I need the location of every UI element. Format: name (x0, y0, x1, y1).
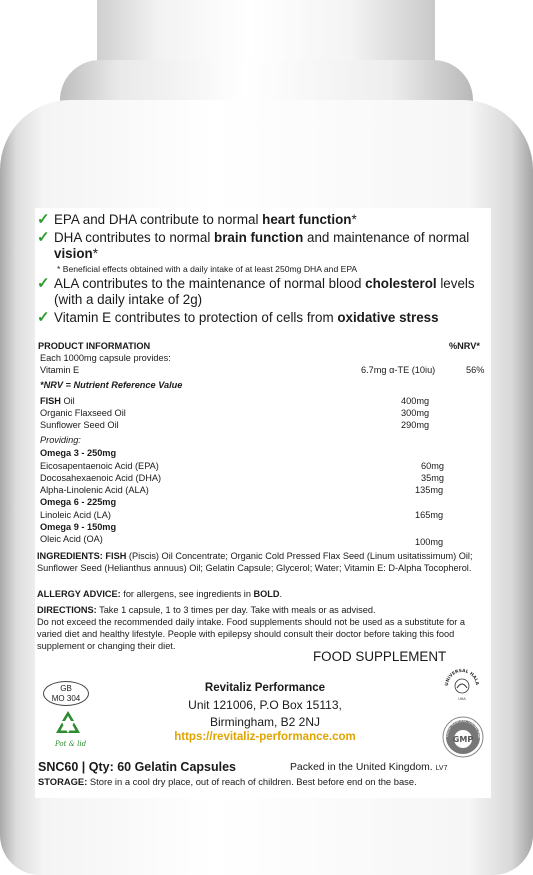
halal-badge-icon (442, 664, 482, 704)
food-supplement-label: FOOD SUPPLEMENT (313, 649, 447, 664)
allergy-advice: ALLERGY ADVICE: for allergens, see ingredients in BOLD. (37, 589, 283, 599)
check-icon: ✓ (37, 275, 50, 292)
oil-amount: 400mg (401, 396, 430, 406)
company-name: Revitaliz Performance (204, 682, 326, 694)
check-icon: ✓ (37, 229, 50, 246)
vitamin-e-nrv: 56% (466, 365, 485, 375)
fatty-acid-row: Docosahexaenoic Acid (DHA) (40, 473, 162, 483)
capsule-provides: Each 1000mg capsule provides: (40, 353, 171, 363)
vitamin-e-label: Vitamin E (40, 365, 80, 375)
oil-row: Organic Flaxseed Oil (40, 408, 126, 418)
providing-label: Providing: (40, 435, 81, 445)
pot-lid-label: Pot & lid (55, 740, 87, 748)
omega6-heading: Omega 6 - 225mg (40, 497, 117, 507)
svg-text:UHA: UHA (458, 697, 466, 701)
fatty-acid-row: Alpha-Linolenic Acid (ALA) (40, 485, 149, 495)
recycle-icon (53, 709, 83, 739)
gb-approval-oval: GB MO 304 (43, 681, 89, 706)
health-claims (37, 212, 487, 328)
address-line-1: Unit 121006, P.O Box 15113, (188, 698, 342, 712)
fatty-acid-row: Eicosapentaenoic Acid (EPA) (40, 461, 159, 471)
fatty-acid-row: Linoleic Acid (LA) (40, 510, 111, 520)
storage-info: STORAGE: Store in a cool dry place, out of reach of children. Best before end on the base. (38, 776, 417, 787)
claim-cholesterol: ✓ ALA contributes to the maintenance of normal blood cholesterol levels (with a daily intake of 2g) (37, 275, 475, 307)
gmp-badge-icon (441, 715, 485, 759)
directions-warning: Do not exceed the recommended daily intake. Food supplements should not be used as a substitute for a varied diet and healthy lifestyle. People with epilepsy should consult their doctor before taking this food supplement or changing their diet. (37, 617, 465, 651)
fatty-acid-row: Oleic Acid (OA) (40, 534, 103, 544)
oil-amount: 290mg (401, 420, 430, 430)
address-line-2: Birmingham, B2 2NJ (209, 715, 321, 729)
check-icon: ✓ (37, 211, 50, 228)
nrv-header: %NRV* (449, 341, 480, 351)
website-link[interactable]: https://revitaliz-performance.com (174, 731, 356, 743)
nrv-note: *NRV = Nutrient Reference Value (40, 380, 183, 390)
claim-heart: ✓ EPA and DHA contribute to normal heart function* (37, 211, 357, 228)
oil-row: Sunflower Seed Oil (40, 420, 119, 430)
vitamin-e-amount: 6.7mg α-TE (10iu) (361, 365, 436, 375)
claim-brain: ✓ DHA contributes to normal brain function and maintenance of normal vision* (37, 229, 470, 261)
product-info-title: PRODUCT INFORMATION (38, 341, 151, 351)
svg-text:GMP: GMP (452, 735, 474, 744)
directions: DIRECTIONS: Take 1 capsule, 1 to 3 times per day. Take with meals or as advised. (37, 605, 376, 615)
oil-row: FISH Oil (40, 396, 75, 406)
fatty-acid-amount: 165mg (415, 510, 444, 520)
check-icon: ✓ (37, 309, 50, 326)
sku-quantity: SNC60 | Qty: 60 Gelatin Capsules (38, 760, 237, 774)
fatty-acid-amount: 100mg (415, 537, 444, 547)
svg-text:GOOD MANUFACTURING PRACTICE: GOOD MANUFACTURING PRA (444, 718, 482, 738)
omega9-heading: Omega 9 - 150mg (40, 522, 117, 532)
claim-oxidative: ✓ Vitamin E contributes to protection of cells from oxidative stress (37, 309, 439, 326)
fatty-acid-amount: 35mg (421, 473, 444, 483)
svg-text:UNIVERSAL HALAL AUTHORITY: UNIVERSAL HALA (444, 668, 480, 687)
claim-footnote: * Beneficial effects obtained with a daily intake of at least 250mg DHA and EPA (57, 264, 358, 274)
ingredients: INGREDIENTS: FISH (Piscis) Oil Concentrate; Organic Cold Pressed Flax Seed (Linum usitatissimum) Oil; Sunflower Seed (Helianthus annuus) Oil; Gelatin Capsule; Glycerol; Water; Vitamin E: D-Alpha Tocopherol. (37, 551, 473, 573)
fatty-acid-amount: 60mg (421, 461, 444, 471)
fatty-acid-amount: 135mg (415, 485, 444, 495)
oil-amount: 300mg (401, 408, 430, 418)
omega3-heading: Omega 3 - 250mg (40, 448, 117, 458)
packed-in: Packed in the United Kingdom. LV7 (290, 762, 448, 773)
